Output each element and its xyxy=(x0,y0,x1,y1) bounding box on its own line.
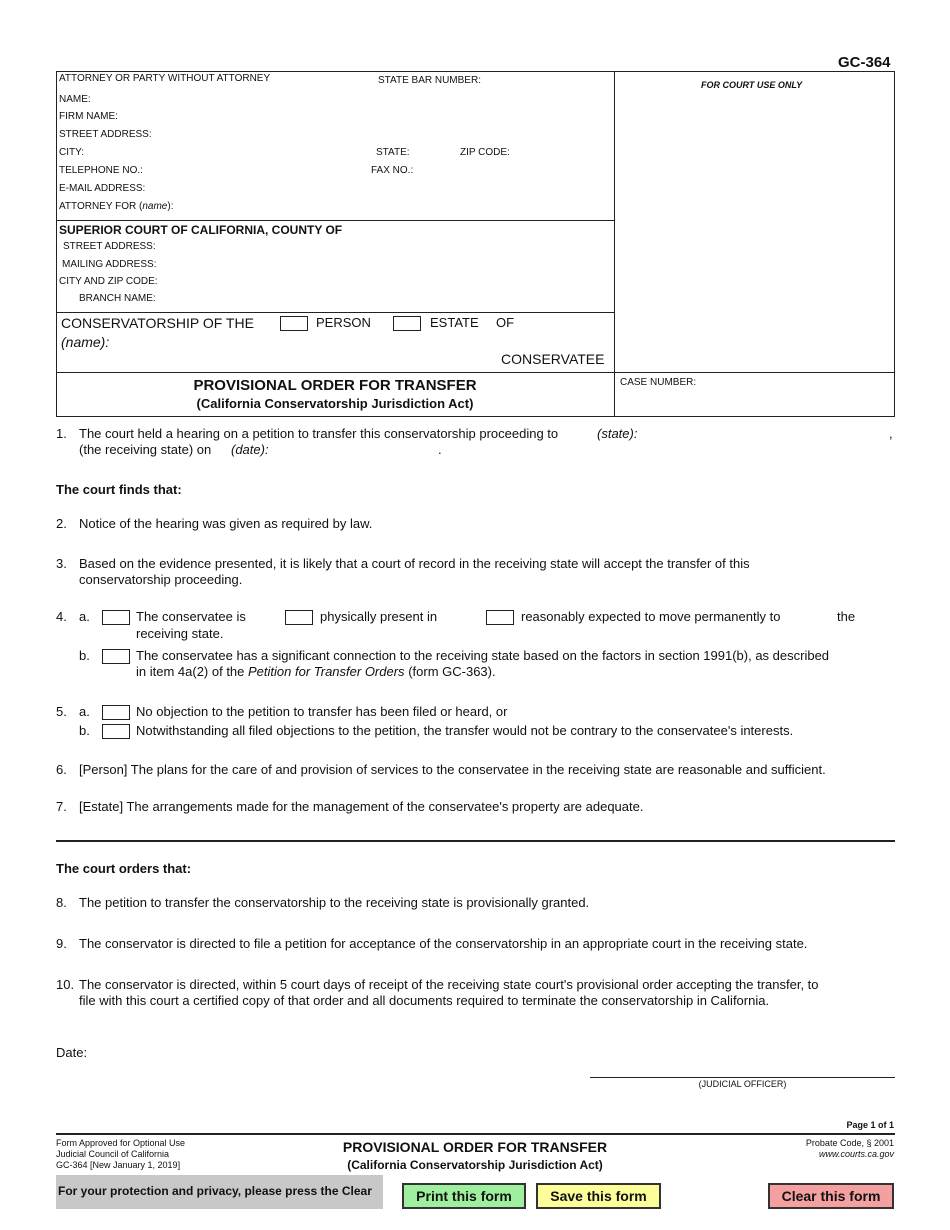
item-5a-letter: a. xyxy=(79,704,90,719)
telephone-label: TELEPHONE NO.: xyxy=(59,165,143,176)
state-label: STATE: xyxy=(376,147,410,158)
of-label: OF xyxy=(496,315,515,330)
item-4a-text-d: the xyxy=(837,609,856,624)
footer-left-1: Form Approved for Optional Use xyxy=(56,1138,186,1148)
item-5b-text: Notwithstanding all filed objections to the petition, the transfer would not be contrary to the conservatee's interests. xyxy=(136,723,794,738)
footer-title: PROVISIONAL ORDER FOR TRANSFER xyxy=(342,1139,608,1155)
footer-left-3: GC-364 [New January 1, 2019] xyxy=(56,1160,181,1170)
caption-name-label: (name): xyxy=(61,334,110,350)
person-label: PERSON xyxy=(316,315,371,330)
footer-right-2: www.courts.ca.gov xyxy=(818,1149,894,1159)
item-1-text-a: The court held a hearing on a petition to transfer this conservatorship proceeding to xyxy=(79,426,559,441)
item-10-text-b: file with this court a certified copy of that order and all documents required to terminate the conservatorship in California. xyxy=(79,993,770,1008)
estate-checkbox[interactable] xyxy=(393,316,421,331)
item-4b-letter: b. xyxy=(79,648,90,663)
street-label: STREET ADDRESS: xyxy=(59,129,152,140)
state-bar-label: STATE BAR NUMBER: xyxy=(378,75,481,86)
person-checkbox[interactable] xyxy=(280,316,308,331)
item-4-number: 4. xyxy=(56,609,67,624)
court-title: SUPERIOR COURT OF CALIFORNIA, COUNTY OF xyxy=(59,223,343,237)
item-6-number: 6. xyxy=(56,762,67,777)
item-1-number: 1. xyxy=(56,426,67,441)
item-4a-letter: a. xyxy=(79,609,90,624)
court-city-zip-label: CITY AND ZIP CODE: xyxy=(59,276,158,287)
item-9-text: The conservator is directed to file a petition for acceptance of the conservatorship in an appropriate court in the receiving state. xyxy=(79,936,808,951)
court-mailing-label: MAILING ADDRESS: xyxy=(62,259,157,270)
item-4b-checkbox[interactable] xyxy=(102,649,130,664)
item-4a-text-e: receiving state. xyxy=(136,626,224,641)
item-1-text-b: (the receiving state) on xyxy=(79,442,212,457)
item-4b-text-a: The conservatee has a significant connection to the receiving state based on the factors in section 1991(b), as described xyxy=(136,648,830,663)
item-10-number: 10. xyxy=(56,977,75,992)
item-4a-expected-to-move-checkbox[interactable] xyxy=(486,610,514,625)
item-5b-checkbox[interactable] xyxy=(102,724,130,739)
item-4b-text-b: in item 4a(2) of the Petition for Transfer Orders (form GC-363). xyxy=(136,664,496,679)
item-4a-physically-present-checkbox[interactable] xyxy=(285,610,313,625)
item-1-date-label: (date): xyxy=(231,442,269,457)
form-title: PROVISIONAL ORDER FOR TRANSFER xyxy=(193,377,477,394)
conservatorship-of-the: CONSERVATORSHIP OF THE xyxy=(61,315,254,331)
form-subtitle: (California Conservatorship Jurisdiction Act) xyxy=(196,396,474,411)
item-5a-checkbox[interactable] xyxy=(102,705,130,720)
item-7-number: 7. xyxy=(56,799,67,814)
item-1-comma: , xyxy=(889,426,893,441)
item-5b-letter: b. xyxy=(79,723,90,738)
footer-left-2: Judicial Council of California xyxy=(56,1149,170,1159)
item-3-text-a: Based on the evidence presented, it is likely that a court of record in the receiving state will accept the transfer of this xyxy=(79,556,750,571)
item-10-text-a: The conservator is directed, within 5 court days of receipt of the receiving state court's provisional order accepting the transfer, to xyxy=(79,977,819,992)
item-2-number: 2. xyxy=(56,516,67,531)
item-4a-checkbox[interactable] xyxy=(102,610,130,625)
item-3-number: 3. xyxy=(56,556,67,571)
privacy-notice: For your protection and privacy, please press the Clear xyxy=(58,1184,372,1198)
zip-label: ZIP CODE: xyxy=(460,147,510,158)
item-8-text: The petition to transfer the conservatorship to the receiving state is provisionally granted. xyxy=(79,895,590,910)
privacy-notice-panel xyxy=(56,1175,383,1209)
item-9-number: 9. xyxy=(56,936,67,951)
save-button[interactable]: Save this form xyxy=(536,1183,661,1209)
email-label: E-MAIL ADDRESS: xyxy=(59,183,146,194)
footer-right-1: Probate Code, § 2001 xyxy=(805,1138,894,1148)
city-label: CITY: xyxy=(59,147,85,158)
estate-label: ESTATE xyxy=(430,315,479,330)
form-id: GC-364 xyxy=(838,54,891,71)
item-4a-text-c: reasonably expected to move permanently to xyxy=(521,609,781,624)
item-3-text-b: conservatorship proceeding. xyxy=(79,572,243,587)
finds-heading: The court finds that: xyxy=(56,482,182,497)
item-5-number: 5. xyxy=(56,704,67,719)
item-7-text: [Estate] The arrangements made for the management of the conservatee's property are adequate. xyxy=(79,799,644,814)
name-label: NAME: xyxy=(59,94,91,105)
case-number-label: CASE NUMBER: xyxy=(620,377,697,388)
item-4a-text-b: physically present in xyxy=(320,609,438,624)
orders-heading: The court orders that: xyxy=(56,861,192,876)
page-label: Page 1 of 1 xyxy=(846,1120,894,1130)
item-5a-text: No objection to the petition to transfer has been filed or heard, or xyxy=(136,704,508,719)
print-button[interactable]: Print this form xyxy=(402,1183,526,1209)
date-label: Date: xyxy=(56,1045,88,1060)
item-2-text: Notice of the hearing was given as required by law. xyxy=(79,516,373,531)
clear-button[interactable]: Clear this form xyxy=(768,1183,894,1209)
item-4a-text-a: The conservatee is xyxy=(136,609,246,624)
judicial-officer-label: (JUDICIAL OFFICER) xyxy=(698,1079,787,1089)
item-8-number: 8. xyxy=(56,895,67,910)
footer-subtitle: (California Conservatorship Jurisdiction Act) xyxy=(347,1158,603,1172)
item-1-state-label: (state): xyxy=(597,426,638,441)
firm-label: FIRM NAME: xyxy=(59,111,118,122)
court-use-label: FOR COURT USE ONLY xyxy=(701,80,803,90)
fax-label: FAX NO.: xyxy=(371,165,414,176)
court-branch-label: BRANCH NAME: xyxy=(79,293,156,304)
conservatee-label: CONSERVATEE xyxy=(501,351,605,367)
court-street-label: STREET ADDRESS: xyxy=(63,241,156,252)
attorney-for-label: ATTORNEY FOR (name): xyxy=(59,201,174,212)
item-1-period: . xyxy=(438,442,442,457)
attorney-label: ATTORNEY OR PARTY WITHOUT ATTORNEY xyxy=(59,73,271,84)
item-6-text: [Person] The plans for the care of and provision of services to the conservatee in the receiving state are reasonable and sufficient. xyxy=(79,762,826,777)
